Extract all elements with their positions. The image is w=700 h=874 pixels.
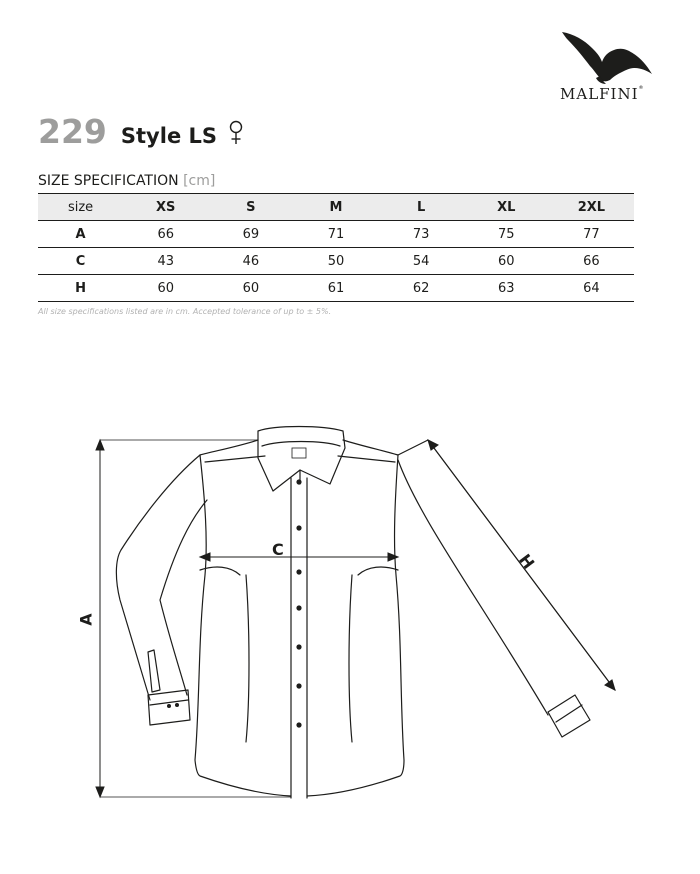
female-symbol-icon xyxy=(228,120,244,148)
row-label: C xyxy=(75,253,86,269)
table-cell: 60 xyxy=(498,253,515,269)
table-cell: 62 xyxy=(412,280,430,296)
table-header-row xyxy=(38,194,634,221)
size-table xyxy=(38,193,634,302)
table-cell: 75 xyxy=(498,226,515,242)
column-header: M xyxy=(329,199,343,215)
table-cell: 73 xyxy=(412,226,430,242)
column-header: S xyxy=(246,199,256,215)
table-cell: 61 xyxy=(327,280,345,296)
product-number: 229 xyxy=(38,112,107,151)
table-cell: 66 xyxy=(157,226,174,242)
table-row xyxy=(38,275,634,302)
table-cell: 60 xyxy=(157,280,174,296)
measure-label-a: A xyxy=(76,613,96,626)
eagle-icon xyxy=(556,26,660,86)
spec-title: SIZE SPECIFICATION [cm] xyxy=(38,173,216,189)
table-cell: 77 xyxy=(583,226,600,242)
table-cell: 50 xyxy=(327,253,345,269)
column-header: 2XL xyxy=(577,199,606,215)
product-header xyxy=(38,112,217,156)
table-cell: 71 xyxy=(327,226,345,242)
measure-label-c: C xyxy=(272,540,284,559)
table-cell: 60 xyxy=(242,280,260,296)
column-header: size xyxy=(67,199,94,215)
tolerance-note: All size specifications listed are in cm. Accepted tolerance of up to ± 5%. xyxy=(38,307,332,316)
brand-name: MALFINI® xyxy=(560,85,644,103)
table-cell: 43 xyxy=(157,253,174,269)
table-cell: 63 xyxy=(498,280,515,296)
column-header: XS xyxy=(156,199,176,215)
table-cell: 64 xyxy=(583,280,600,296)
measure-label-h: H xyxy=(515,550,539,573)
table-cell: 66 xyxy=(583,253,600,269)
table-cell: 54 xyxy=(412,253,430,269)
table-cell: 69 xyxy=(242,226,260,242)
shirt-diagram xyxy=(0,400,700,820)
row-label: H xyxy=(75,280,87,296)
column-header: L xyxy=(416,199,426,215)
product-name: Style LS xyxy=(120,124,218,148)
table-cell: 46 xyxy=(242,253,260,269)
table-row xyxy=(38,248,634,275)
column-header: XL xyxy=(497,199,516,215)
row-label: A xyxy=(75,226,86,242)
table-row xyxy=(38,221,634,248)
